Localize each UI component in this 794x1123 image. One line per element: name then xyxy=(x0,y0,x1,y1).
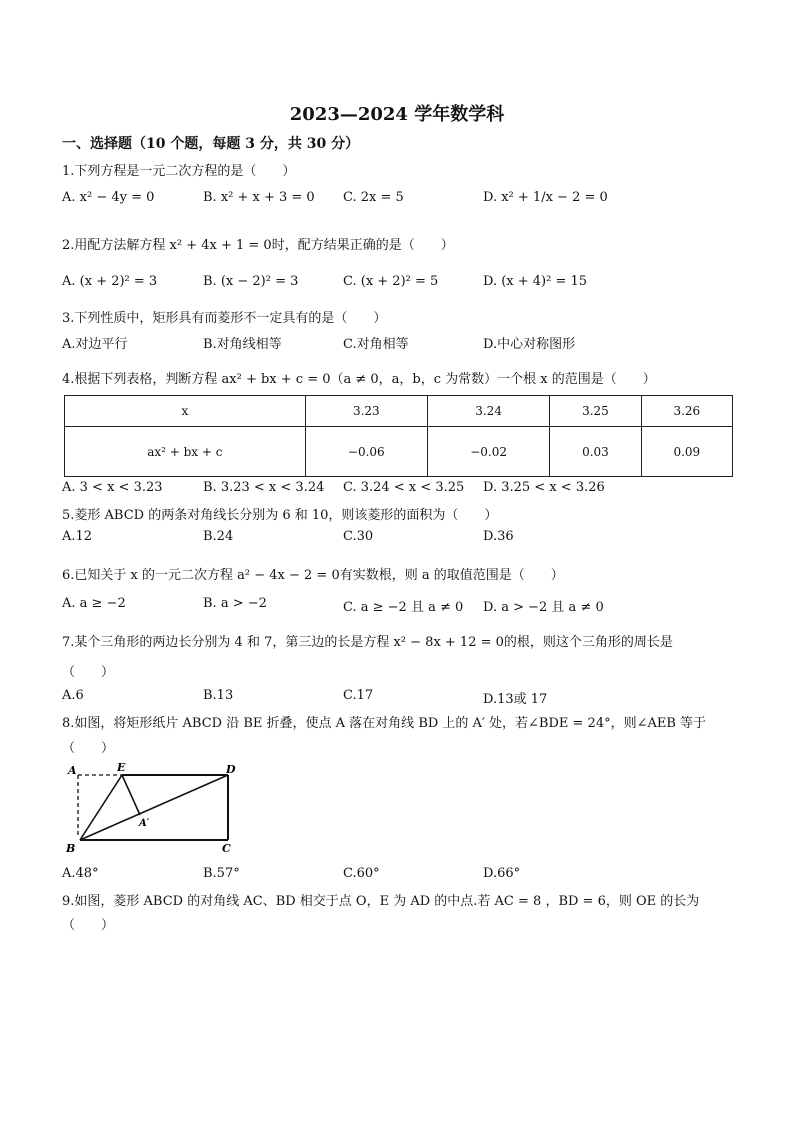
question-1-stem: 1.下列方程是一元二次方程的是（ ） xyxy=(62,164,296,179)
q1-option-a[interactable]: A. x² − 4y = 0 xyxy=(62,190,155,205)
segment-ea2 xyxy=(122,775,140,815)
question-9-answer-paren: （ ） xyxy=(62,918,115,933)
q4-option-b[interactable]: B. 3.23 < x < 3.24 xyxy=(203,480,325,495)
q5-option-d[interactable]: D.36 xyxy=(483,529,514,544)
label-d: D xyxy=(226,763,236,776)
question-5-stem: 5.菱形 ABCD 的两条对角线长分别为 6 和 10，则该菱形的面积为（ ） xyxy=(62,508,498,523)
q4-option-a[interactable]: A. 3 < x < 3.23 xyxy=(62,480,163,495)
q1-option-d[interactable]: D. x² + 1/x − 2 = 0 xyxy=(483,190,608,205)
question-9-stem: 9.如图，菱形 ABCD 的对角线 AC、BD 相交于点 O，E 为 AD 的中点.若 AC = 8 ，BD = 6，则 OE 的长为 xyxy=(62,894,700,909)
table-cell: ax² + bx + c xyxy=(65,427,306,477)
rectangle-fold-figure xyxy=(60,760,240,856)
question-2-stem: 2.用配方法解方程 x² + 4x + 1 = 0时，配方结果正确的是（ ） xyxy=(62,238,454,253)
q5-option-c[interactable]: C.30 xyxy=(343,529,374,544)
q5-option-b[interactable]: B.24 xyxy=(203,529,234,544)
q2-option-d[interactable]: D. (x + 4)² = 15 xyxy=(483,274,588,289)
q8-option-a[interactable]: A.48° xyxy=(62,866,99,881)
q8-option-b[interactable]: B.57° xyxy=(203,866,240,881)
q6-option-d[interactable]: D. a > −2 且 a ≠ 0 xyxy=(483,600,604,615)
question-6-stem: 6.已知关于 x 的一元二次方程 a² − 4x − 2 = 0有实数根，则 a 的取值范围是（ ） xyxy=(62,568,564,583)
q7-option-b[interactable]: B.13 xyxy=(203,688,234,703)
q8-option-c[interactable]: C.60° xyxy=(343,866,380,881)
q6-option-b[interactable]: B. a > −2 xyxy=(203,596,267,611)
page-title: 2023—2024 学年数学科 xyxy=(289,104,505,125)
label-a: A xyxy=(68,764,77,777)
table-cell: −0.02 xyxy=(427,427,549,477)
question-4-stem: 4.根据下列表格，判断方程 ax² + bx + c = 0（a ≠ 0，a，b，c 为常数）一个根 x 的范围是（ ） xyxy=(62,372,656,387)
table-cell: 3.23 xyxy=(305,396,427,427)
value-table xyxy=(64,395,733,477)
q3-option-a[interactable]: A.对边平行 xyxy=(62,337,128,352)
question-8-stem: 8.如图，将矩形纸片 ABCD 沿 BE 折叠，使点 A 落在对角线 BD 上的 A′ 处，若∠BDE = 24°，则∠AEB 等于 xyxy=(62,716,707,731)
table-cell: 3.26 xyxy=(641,396,732,427)
q1-option-c[interactable]: C. 2x = 5 xyxy=(343,190,404,205)
label-c: C xyxy=(222,842,231,855)
question-8-answer-paren: （ ） xyxy=(62,741,115,756)
table-cell: 3.24 xyxy=(427,396,549,427)
q3-option-d[interactable]: D.中心对称图形 xyxy=(483,337,576,352)
label-e: E xyxy=(117,761,126,774)
question-7-stem: 7.某个三角形的两边长分别为 4 和 7，第三边的长是方程 x² − 8x + 12 = 0的根，则这个三角形的周长是 xyxy=(62,635,673,650)
q2-option-b[interactable]: B. (x − 2)² = 3 xyxy=(203,274,299,289)
q3-option-b[interactable]: B.对角线相等 xyxy=(203,337,282,352)
question-3-stem: 3.下列性质中，矩形具有而菱形不一定具有的是（ ） xyxy=(62,311,387,326)
q5-option-a[interactable]: A.12 xyxy=(62,529,93,544)
q3-option-c[interactable]: C.对角相等 xyxy=(343,337,409,352)
q2-option-a[interactable]: A. (x + 2)² = 3 xyxy=(62,274,158,289)
label-a-prime: A′ xyxy=(139,818,150,829)
section-heading: 一、选择题（10 个题，每题 3 分，共 30 分） xyxy=(62,136,360,152)
table-cell: 0.09 xyxy=(641,427,732,477)
table-cell: 3.25 xyxy=(550,396,641,427)
label-b: B xyxy=(66,842,76,855)
q8-option-d[interactable]: D.66° xyxy=(483,866,521,881)
q7-option-a[interactable]: A.6 xyxy=(62,688,84,703)
q7-option-d[interactable]: D.13或 17 xyxy=(483,692,548,707)
q1-option-b[interactable]: B. x² + x + 3 = 0 xyxy=(203,190,315,205)
diagonal-bd xyxy=(80,775,228,840)
q7-option-c[interactable]: C.17 xyxy=(343,688,374,703)
table-cell: 0.03 xyxy=(550,427,641,477)
q6-option-a[interactable]: A. a ≥ −2 xyxy=(62,596,126,611)
q4-option-d[interactable]: D. 3.25 < x < 3.26 xyxy=(483,480,605,495)
question-7-answer-paren: （ ） xyxy=(62,665,115,680)
q4-option-c[interactable]: C. 3.24 < x < 3.25 xyxy=(343,480,465,495)
table-cell: −0.06 xyxy=(305,427,427,477)
q6-option-c[interactable]: C. a ≥ −2 且 a ≠ 0 xyxy=(343,600,464,615)
table-cell: x xyxy=(65,396,306,427)
q2-option-c[interactable]: C. (x + 2)² = 5 xyxy=(343,274,439,289)
